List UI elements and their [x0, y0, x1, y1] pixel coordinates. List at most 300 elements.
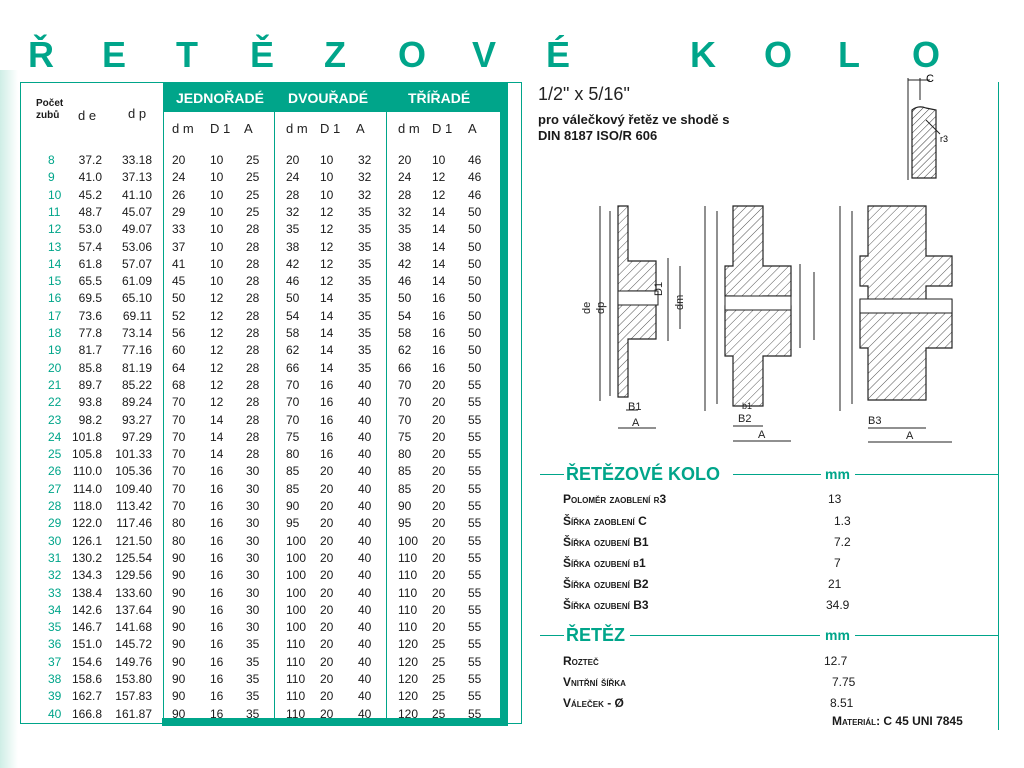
table-cell: 40 [358, 550, 372, 565]
section-rule [540, 474, 564, 475]
table-cell: 20 [432, 516, 446, 531]
table-cell: 117.46 [116, 516, 152, 531]
table-cell: 118.0 [72, 499, 102, 513]
table-cell: 64 [172, 360, 186, 375]
table-cell: 35 [358, 256, 372, 271]
table-cell: 50 [398, 291, 412, 306]
table-cell: 28 [246, 222, 260, 237]
table-cell: 95 [286, 516, 300, 531]
teeth-count-cell: 33 [48, 585, 62, 600]
teeth-count-cell: 35 [48, 620, 62, 635]
table-cell: 14 [210, 429, 224, 444]
table-cell: 20 [320, 620, 334, 635]
table-cell: 10 [210, 222, 224, 237]
teeth-count-cell: 22 [48, 395, 62, 410]
table-cell: 85.22 [121, 377, 152, 392]
table-cell: 30 [246, 516, 260, 531]
table-cell: 55 [468, 464, 482, 479]
table-cell: 20 [320, 672, 334, 686]
group-header-double: DVOUŘADÉ [288, 90, 369, 106]
table-cell: 20 [320, 499, 334, 513]
table-cell: 62 [398, 343, 412, 358]
table-cell: 20 [286, 153, 300, 167]
table-row [20, 412, 500, 429]
table-cell: 35 [246, 637, 260, 652]
table-cell: 10 [210, 274, 224, 289]
chain-param-value: 7.75 [832, 675, 856, 689]
table-cell: 121.50 [115, 533, 152, 548]
table-right-border [500, 82, 508, 726]
teeth-count-cell: 10 [48, 187, 62, 202]
table-cell: 40 [358, 447, 372, 462]
table-cell: 20 [320, 481, 334, 496]
table-cell: 70 [398, 395, 412, 410]
table-cell: 55 [468, 620, 482, 635]
table-cell: 20 [432, 533, 446, 548]
sprocket-section-title: ŘETĚZOVÉ KOLO [566, 464, 721, 484]
table-cell: 69.5 [78, 291, 102, 306]
table-cell: 80 [172, 533, 186, 548]
table-cell: 25 [432, 689, 446, 704]
table-cell: 145.72 [115, 637, 152, 652]
table-cell: 10 [210, 239, 224, 254]
table-cell: 41 [172, 256, 186, 271]
table-cell: 10 [320, 187, 334, 202]
table-cell: 20 [432, 550, 446, 565]
table-cell: 10 [432, 153, 446, 167]
sub-column-header: d m [172, 121, 194, 136]
table-cell: 65.10 [121, 291, 152, 306]
table-cell: 56 [172, 326, 186, 340]
table-cell: 16 [432, 360, 446, 375]
table-cell: 16 [210, 602, 224, 617]
teeth-count-cell: 26 [48, 464, 62, 479]
table-cell: 12 [210, 360, 224, 375]
table-cell: 57.07 [121, 256, 152, 271]
table-cell: 28 [246, 256, 260, 271]
table-cell: 110.0 [72, 464, 102, 479]
table-cell: 25 [432, 637, 446, 652]
table-cell: 129.56 [115, 568, 152, 583]
table-cell: 16 [432, 326, 446, 340]
table-cell: 120 [398, 706, 419, 721]
table-cell: 16 [432, 291, 446, 306]
section-rule [855, 474, 998, 475]
table-cell: 154.6 [71, 654, 102, 669]
label-b1-lower: b1 [742, 401, 753, 411]
table-row [20, 308, 500, 325]
table-cell: 69.11 [122, 308, 152, 323]
sprocket-unit: mm [825, 466, 850, 482]
table-cell: 73.14 [121, 326, 152, 340]
table-cell: 30 [246, 568, 260, 583]
table-cell: 28 [246, 447, 260, 462]
table-row [20, 636, 500, 653]
table-cell: 35 [246, 706, 260, 721]
table-cell: 55 [468, 481, 482, 496]
table-cell: 30 [246, 481, 260, 496]
table-cell: 85.8 [78, 360, 102, 375]
table-row [20, 377, 500, 394]
table-cell: 25 [432, 654, 446, 669]
table-cell: 110 [286, 672, 306, 686]
table-cell: 14 [432, 222, 446, 237]
table-cell: 90 [172, 602, 186, 617]
table-cell: 10 [210, 204, 224, 219]
table-row [20, 481, 500, 498]
table-cell: 142.6 [71, 602, 102, 617]
table-cell: 20 [432, 377, 446, 392]
title-letter: T [176, 34, 198, 75]
teeth-count-cell: 17 [48, 308, 62, 323]
table-cell: 24 [286, 170, 300, 185]
table-cell: 28 [246, 343, 260, 358]
teeth-count-cell: 28 [48, 499, 62, 513]
table-cell: 138.4 [71, 585, 102, 600]
table-cell: 20 [432, 602, 446, 617]
table-cell: 14 [320, 360, 334, 375]
table-cell: 25 [246, 187, 260, 202]
table-cell: 50 [468, 204, 482, 219]
column-header-teeth: Počet zubů [36, 98, 64, 121]
table-cell: 20 [320, 654, 334, 669]
section-rule [855, 635, 998, 636]
teeth-count-cell: 13 [48, 239, 62, 254]
left-gradient-strip [0, 70, 18, 768]
table-cell: 70 [172, 429, 186, 444]
table-cell: 110 [286, 654, 306, 669]
column-header-dp: d p [128, 106, 147, 121]
table-cell: 61.8 [78, 256, 102, 271]
table-cell: 120 [398, 637, 419, 652]
table-cell: 30 [246, 464, 260, 479]
table-cell: 20 [320, 464, 334, 479]
table-cell: 85 [286, 464, 300, 479]
table-cell: 16 [320, 447, 334, 462]
title-letter: É [546, 34, 571, 75]
table-cell: 40 [358, 429, 372, 444]
title-letter: Ř [28, 34, 54, 75]
table-cell: 14 [432, 204, 446, 219]
sprocket-drawings [570, 196, 990, 456]
table-row [20, 602, 500, 619]
table-row [20, 256, 500, 273]
table-cell: 113.42 [116, 499, 152, 513]
table-cell: 90 [172, 620, 186, 635]
label-b2: B2 [738, 413, 752, 425]
table-cell: 58 [286, 326, 300, 340]
table-cell: 33 [172, 222, 186, 237]
table-cell: 77.8 [78, 326, 102, 340]
table-cell: 28 [246, 429, 260, 444]
table-cell: 30 [246, 499, 260, 513]
table-cell: 46 [286, 274, 300, 289]
title-letter: K [690, 34, 716, 75]
table-cell: 54 [398, 308, 412, 323]
table-cell: 50 [468, 222, 482, 237]
table-cell: 28 [246, 326, 260, 340]
table-cell: 137.64 [115, 602, 152, 617]
table-cell: 97.29 [121, 429, 152, 444]
teeth-count-cell: 19 [48, 343, 62, 358]
table-cell: 55 [468, 568, 482, 583]
table-cell: 33.18 [121, 153, 152, 167]
table-cell: 151.0 [71, 637, 102, 652]
table-cell: 16 [432, 308, 446, 323]
table-cell: 16 [210, 637, 224, 652]
table-cell: 40 [358, 706, 372, 721]
table-cell: 35 [358, 343, 372, 358]
table-cell: 110 [286, 706, 306, 721]
table-cell: 55 [468, 654, 482, 669]
table-cell: 16 [210, 499, 224, 513]
table-cell: 20 [432, 499, 446, 513]
table-cell: 35 [246, 672, 260, 686]
teeth-count-cell: 38 [48, 672, 62, 686]
table-cell: 20 [432, 620, 446, 635]
table-cell: 133.60 [115, 585, 152, 600]
table-cell: 25 [432, 672, 446, 686]
teeth-count-cell: 9 [48, 170, 55, 185]
teeth-count-cell: 12 [48, 222, 62, 237]
table-cell: 46 [468, 187, 482, 202]
table-cell: 20 [320, 550, 334, 565]
table-cell: 35 [358, 360, 372, 375]
table-cell: 35 [286, 222, 300, 237]
table-cell: 80 [172, 516, 186, 531]
sub-column-header: D 1 [320, 121, 341, 136]
table-cell: 45.2 [78, 187, 102, 202]
table-cell: 40 [358, 568, 372, 583]
table-cell: 134.3 [71, 568, 102, 583]
table-cell: 12 [320, 256, 334, 271]
table-cell: 20 [432, 464, 446, 479]
label-b1-upper: B1 [628, 401, 642, 413]
table-cell: 30 [246, 620, 260, 635]
table-cell: 12 [432, 187, 446, 202]
table-cell: 10 [320, 170, 334, 185]
label-de: de [581, 301, 593, 314]
table-row [20, 567, 500, 584]
table-cell: 40 [358, 620, 372, 635]
table-cell: 25 [246, 204, 260, 219]
table-row [20, 239, 500, 256]
table-row [20, 429, 500, 446]
table-cell: 24 [172, 170, 186, 185]
sprocket-param-value: 7.2 [834, 535, 851, 549]
table-cell: 20 [432, 481, 446, 496]
table-cell: 105.8 [71, 447, 102, 462]
table-cell: 10 [210, 170, 224, 185]
table-cell: 16 [210, 672, 224, 686]
sprocket-param-label: Šířka ozubení b1 [563, 556, 646, 570]
table-cell: 50 [468, 308, 482, 323]
sprocket-param-label: Poloměr zaoblení r3 [563, 492, 667, 506]
table-cell: 16 [210, 585, 224, 600]
teeth-count-cell: 32 [48, 568, 62, 583]
table-cell: 42 [286, 256, 300, 271]
table-cell: 38 [286, 239, 300, 254]
table-cell: 12 [320, 204, 334, 219]
sprocket-param-value: 13 [828, 492, 842, 506]
table-cell: 55 [468, 585, 482, 600]
teeth-count-cell: 25 [48, 447, 62, 462]
table-cell: 40 [358, 377, 372, 392]
table-cell: 16 [210, 706, 224, 721]
chain-size: 1/2" x 5/16" [538, 84, 630, 104]
teeth-count-cell: 36 [48, 637, 62, 652]
table-cell: 161.87 [115, 706, 152, 721]
table-cell: 70 [172, 395, 186, 410]
table-cell: 100 [286, 602, 307, 617]
table-cell: 55 [468, 395, 482, 410]
table-cell: 70 [172, 464, 186, 479]
table-cell: 40 [358, 689, 372, 704]
table-row [20, 204, 500, 221]
section-rule [733, 474, 821, 475]
chain-param-label: Vnitřní šířka [563, 675, 626, 689]
table-row [20, 533, 500, 550]
table-cell: 50 [468, 274, 482, 289]
table-cell: 26 [172, 187, 186, 202]
table-cell: 32 [358, 187, 372, 202]
label-a-double: A [758, 429, 766, 441]
table-cell: 12 [210, 395, 224, 410]
triple-sprocket [840, 206, 952, 442]
table-cell: 54 [286, 308, 300, 323]
table-cell: 85 [398, 481, 412, 496]
table-cell: 16 [320, 395, 334, 410]
sub-column-header: d m [286, 121, 308, 136]
teeth-count-cell: 21 [48, 377, 62, 392]
table-cell: 16 [210, 550, 224, 565]
chain-param-value: 12.7 [824, 654, 848, 668]
table-cell: 50 [468, 239, 482, 254]
table-cell: 50 [468, 326, 482, 340]
table-cell: 14 [320, 291, 334, 306]
table-cell: 28 [246, 360, 260, 375]
table-cell: 66 [398, 360, 412, 375]
single-sprocket [600, 206, 680, 428]
table-cell: 90 [172, 672, 186, 686]
table-row [20, 706, 500, 723]
table-cell: 14 [210, 447, 224, 462]
table-cell: 70 [398, 412, 412, 427]
table-cell: 55 [468, 499, 482, 513]
table-cell: 16 [210, 654, 224, 669]
table-cell: 114.0 [72, 481, 102, 496]
table-cell: 30 [246, 533, 260, 548]
table-cell: 35 [398, 222, 412, 237]
table-cell: 57.4 [78, 239, 102, 254]
table-cell: 61.09 [121, 274, 152, 289]
table-row [20, 273, 500, 290]
table-cell: 100 [286, 585, 307, 600]
table-cell: 55 [468, 377, 482, 392]
table-cell: 55 [468, 672, 482, 686]
table-cell: 166.8 [71, 706, 102, 721]
table-cell: 50 [468, 291, 482, 306]
material-spec: Materiál: C 45 UNI 7845 [832, 714, 963, 728]
teeth-count-cell: 15 [48, 274, 62, 289]
table-cell: 95 [398, 516, 412, 531]
table-cell: 35 [246, 654, 260, 669]
table-cell: 55 [468, 533, 482, 548]
table-cell: 40 [358, 672, 372, 686]
chain-unit: mm [825, 627, 850, 643]
teeth-count-cell: 40 [48, 706, 62, 721]
table-cell: 141.68 [115, 620, 152, 635]
teeth-count-cell: 20 [48, 360, 62, 375]
table-cell: 126.1 [71, 533, 102, 548]
table-cell: 70 [286, 395, 300, 410]
table-cell: 20 [320, 602, 334, 617]
sub-column-header: A [468, 121, 477, 136]
table-cell: 37.2 [78, 153, 102, 167]
teeth-count-cell: 24 [48, 429, 62, 444]
table-cell: 100 [286, 620, 307, 635]
table-cell: 125.54 [115, 550, 152, 565]
title-letter: E [102, 34, 127, 75]
label-dp: dp [595, 301, 607, 314]
table-cell: 37 [172, 239, 186, 254]
table-cell: 20 [432, 447, 446, 462]
table-cell: 20 [398, 153, 412, 167]
table-cell: 28 [246, 395, 260, 410]
table-cell: 77.16 [121, 343, 152, 358]
table-cell: 55 [468, 637, 482, 652]
table-row [20, 169, 500, 186]
table-cell: 12 [320, 222, 334, 237]
table-cell: 90 [172, 689, 186, 704]
table-cell: 40 [358, 499, 372, 513]
table-cell: 16 [320, 429, 334, 444]
table-cell: 101.33 [115, 447, 152, 462]
table-cell: 90 [172, 585, 186, 600]
sub-column-header: A [244, 121, 253, 136]
table-cell: 28 [246, 274, 260, 289]
teeth-count-cell: 31 [48, 550, 62, 565]
table-cell: 70 [172, 447, 186, 462]
table-cell: 46 [398, 274, 412, 289]
table-cell: 40 [358, 654, 372, 669]
table-cell: 35 [358, 326, 372, 340]
table-cell: 14 [320, 343, 334, 358]
table-cell: 16 [432, 343, 446, 358]
table-row [20, 515, 500, 532]
table-cell: 45 [172, 274, 186, 289]
table-cell: 16 [210, 481, 224, 496]
table-cell: 14 [432, 274, 446, 289]
title-letter: O [398, 34, 427, 75]
table-cell: 90 [172, 706, 186, 721]
table-cell: 40 [358, 516, 372, 531]
group-header-single: JEDNOŘADÉ [176, 90, 264, 106]
table-cell: 28 [246, 412, 260, 427]
chain-section-title: ŘETĚZ [566, 625, 626, 645]
teeth-count-cell: 37 [48, 654, 62, 669]
teeth-count-cell: 30 [48, 533, 62, 548]
label-a-triple: A [906, 430, 914, 442]
label-d1: D1 [653, 281, 665, 296]
table-cell: 81.19 [121, 360, 152, 375]
table-row [20, 221, 500, 238]
table-cell: 110 [398, 620, 418, 635]
title-letter: V [472, 34, 497, 75]
sprocket-param-label: Šířka ozubení B1 [563, 535, 649, 549]
table-cell: 20 [320, 706, 334, 721]
table-cell: 40 [358, 637, 372, 652]
